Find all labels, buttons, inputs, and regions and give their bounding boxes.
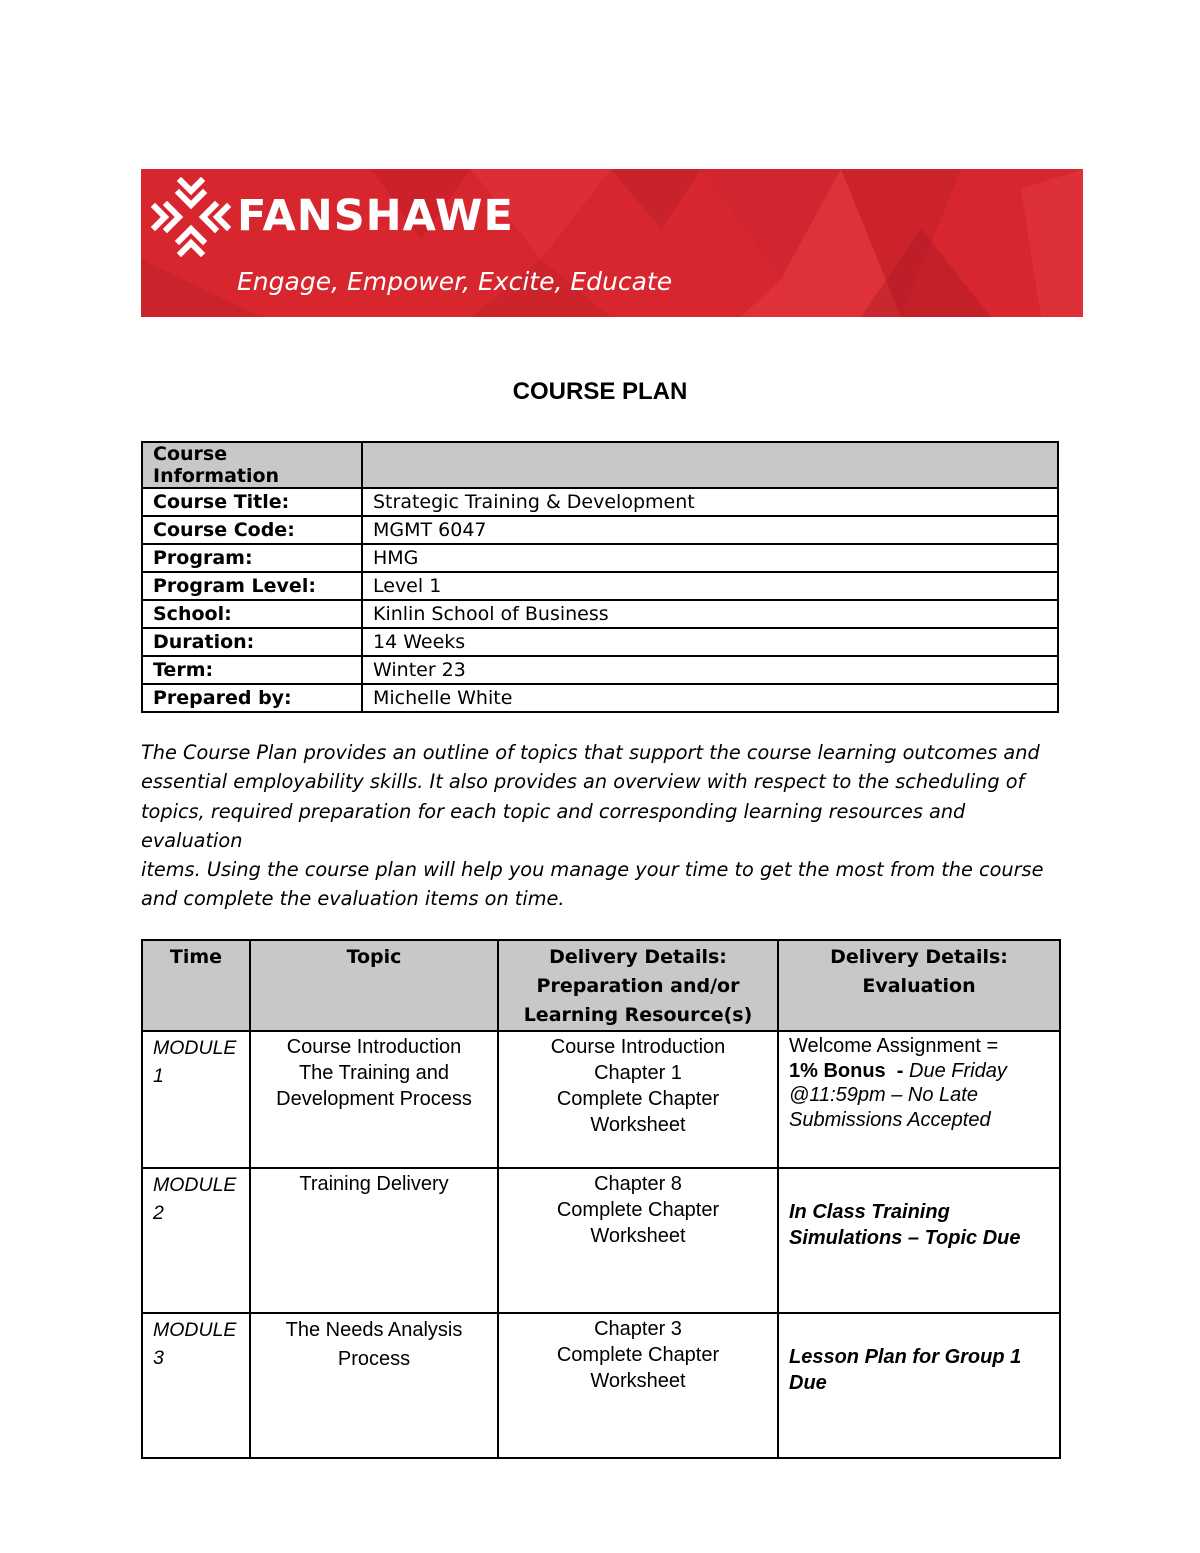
col-header-prep <box>498 940 778 1031</box>
prep-line: Worksheet <box>590 1225 686 1247</box>
header-banner <box>141 169 1083 317</box>
intro-line: items. Using the course plan will help you manage your time to get the most from the course <box>141 858 1044 882</box>
col-header-time: Time <box>142 940 250 1031</box>
header-line: Learning Resource(s) <box>523 1004 753 1026</box>
table-row <box>142 1313 1060 1458</box>
module-number: 2 <box>153 1202 164 1224</box>
info-label: Course Code: <box>142 516 362 544</box>
intro-line: topics, required preparation for each topic and corresponding learning resources and evaluation <box>141 799 966 852</box>
intro-line: The Course Plan provides an outline of topics that support the course learning outcomes and <box>141 741 1040 764</box>
module-cell <box>142 1031 250 1168</box>
eval-cell <box>778 1031 1060 1168</box>
eval-line <box>789 1108 1049 1133</box>
info-label: Duration: <box>142 628 362 656</box>
module-label: MODULE <box>153 1319 237 1341</box>
prep-line: Chapter 1 <box>594 1062 682 1084</box>
eval-line: Lesson Plan for Group 1 <box>789 1346 1022 1368</box>
module-label: MODULE <box>153 1174 237 1196</box>
info-row <box>142 516 1058 544</box>
schedule-header-row <box>142 940 1060 1031</box>
col-header-eval <box>778 940 1060 1031</box>
eval-cell <box>778 1313 1060 1458</box>
info-value: 14 Weeks <box>362 628 1058 656</box>
eval-line: Due <box>789 1372 827 1394</box>
due-text: Submissions Accepted <box>789 1108 991 1131</box>
brand-tagline: Engage, Empower, Excite, Educate <box>237 267 673 296</box>
course-info-header-blank <box>362 442 1058 488</box>
info-label: Program: <box>142 544 362 572</box>
info-label: School: <box>142 600 362 628</box>
prep-line: Complete Chapter <box>556 1344 720 1366</box>
topic-line: Course Introduction <box>286 1036 462 1058</box>
prep-line: Chapter 3 <box>594 1318 682 1340</box>
bonus-text: 1% Bonus <box>789 1059 886 1082</box>
module-label: MODULE <box>153 1037 237 1059</box>
prep-line: Worksheet <box>590 1370 686 1392</box>
eval-line: In Class Training <box>789 1201 950 1223</box>
eval-separator: - <box>885 1059 910 1082</box>
info-row <box>142 572 1058 600</box>
due-text: Due Friday <box>909 1059 1007 1082</box>
info-value: Kinlin School of Business <box>362 600 1058 628</box>
prep-cell <box>498 1168 778 1313</box>
module-number: 1 <box>153 1065 164 1087</box>
eval-cell <box>778 1168 1060 1313</box>
topic-cell <box>250 1031 498 1168</box>
due-text: @11:59pm – No Late <box>789 1084 978 1106</box>
info-value: MGMT 6047 <box>362 516 1058 544</box>
prep-cell <box>498 1031 778 1168</box>
topic-cell <box>250 1168 498 1313</box>
eval-line: Simulations – Topic Due <box>789 1227 1021 1249</box>
info-row <box>142 628 1058 656</box>
topic-line: Development Process <box>276 1088 472 1110</box>
info-row <box>142 656 1058 684</box>
header-line: Evaluation <box>862 975 976 997</box>
table-row <box>142 1168 1060 1313</box>
module-number: 3 <box>153 1347 164 1369</box>
module-cell <box>142 1168 250 1313</box>
eval-line: Welcome Assignment = <box>789 1035 999 1057</box>
info-value: HMG <box>362 544 1058 572</box>
info-value: Winter 23 <box>362 656 1058 684</box>
fanshawe-chevron-logo-icon <box>151 177 231 257</box>
info-value: Strategic Training & Development <box>362 488 1058 516</box>
info-value: Level 1 <box>362 572 1058 600</box>
prep-line: Complete Chapter <box>556 1088 720 1110</box>
prep-line: Course Introduction <box>550 1036 726 1058</box>
intro-line: and complete the evaluation items on time. <box>141 887 565 911</box>
prep-cell <box>498 1313 778 1458</box>
topic-cell <box>250 1313 498 1458</box>
info-row <box>142 544 1058 572</box>
course-info-table <box>141 441 1059 713</box>
col-header-topic: Topic <box>250 940 498 1031</box>
info-label: Term: <box>142 656 362 684</box>
header-line: Delivery Details: <box>830 946 1008 968</box>
schedule-table <box>141 939 1061 1459</box>
info-row <box>142 488 1058 516</box>
header-line: Delivery Details: <box>549 946 727 968</box>
info-label: Program Level: <box>142 572 362 600</box>
header-line: Preparation and/or <box>536 975 740 997</box>
table-row <box>142 1031 1060 1168</box>
info-row <box>142 684 1058 712</box>
brand-name: FANSHAWE <box>237 191 514 241</box>
info-label: Course Title: <box>142 488 362 516</box>
prep-line: Chapter 8 <box>594 1173 682 1195</box>
topic-line: Training Delivery <box>299 1173 449 1195</box>
eval-line <box>789 1059 1049 1084</box>
topic-line: The Training and <box>298 1062 450 1084</box>
eval-line <box>789 1083 1049 1108</box>
prep-line: Complete Chapter <box>556 1199 720 1221</box>
course-info-header-row <box>142 442 1058 488</box>
intro-paragraph <box>141 738 1066 914</box>
prep-line: Worksheet <box>590 1114 686 1136</box>
topic-line: The Needs Analysis <box>285 1319 463 1341</box>
intro-line: essential employability skills. It also provides an overview with respect to the scheduling of <box>141 770 1025 794</box>
course-info-header: Course Information <box>142 442 362 488</box>
info-label: Prepared by: <box>142 684 362 712</box>
page-title: COURSE PLAN <box>512 378 688 405</box>
module-cell <box>142 1313 250 1458</box>
info-row <box>142 600 1058 628</box>
info-value: Michelle White <box>362 684 1058 712</box>
topic-line: Process <box>337 1348 411 1370</box>
